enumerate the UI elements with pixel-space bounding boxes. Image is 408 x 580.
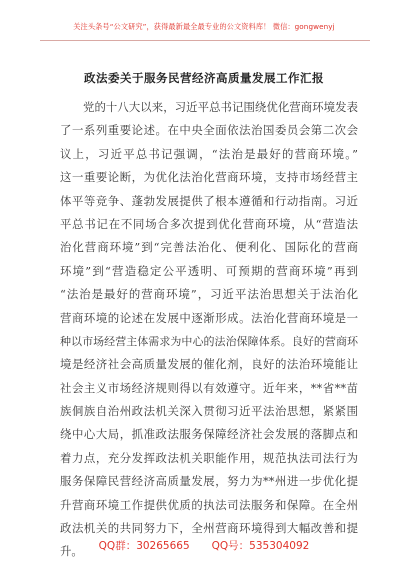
body-line: 族侗族自治州政法机关深入贯彻习近平法治思想，紧紧围	[60, 404, 358, 419]
body-line: 服务保障民营经济高质量发展，努力为**州进一步优化提	[60, 474, 358, 489]
document-title: 政法委关于服务民营经济高质量发展工作汇报	[84, 71, 324, 85]
body-line: 平总书记在不同场合多次提到优化营商环境，从“营造法	[60, 216, 358, 231]
body-line: 社会主义市场经济规则得以有效遵守。近年来，**省**苗	[60, 380, 358, 395]
body-line: 这一重要论断，为优化法治化营商环境，支持市场经营主	[60, 170, 358, 185]
qq-number-label: QQ号：535304092	[211, 540, 310, 552]
document-body	[60, 96, 358, 564]
body-line: 议上，习近平总书记强调，“法治是最好的营商环境。”	[60, 146, 358, 161]
header-banner: 关注头条号“公文研究”，获得最新最全最专业的公文资料库！ 微信：gongwenyj	[73, 22, 335, 31]
header-divider	[40, 40, 370, 41]
body-line: 治化营商环境”到“完善法治化、便利化、国际化的营商	[60, 240, 358, 255]
body-line: 升营商环境工作提供优质的执法司法服务和保障。在全州	[60, 497, 358, 512]
body-line: 种以市场经营主体需求为中心的法治保障体系。良好的营商环	[60, 334, 358, 348]
body-line: 着力点，充分发挥政法机关职能作用，规范执法司法行为	[60, 450, 358, 465]
footer-contact	[0, 538, 408, 553]
qq-group-label: QQ群：30265665	[98, 540, 190, 552]
body-line: 党的十八大以来，习近平总书记围绕优化营商环境发表	[83, 100, 358, 114]
body-line: 营商环境的论述在发展中逐渐形成。法治化营商环境是一	[60, 310, 358, 325]
body-line: 政法机关的共同努力下，全州营商环境得到大幅改善和提	[60, 521, 358, 536]
body-line: 了一系列重要论述。在中央全面依法治国委员会第二次会	[60, 123, 358, 138]
body-line: 绕中心大局，抓准政法服务保障经济社会发展的落脚点和	[60, 427, 358, 442]
body-line: “法治是最好的营商环境”，习近平法治思想关于法治化	[60, 287, 358, 302]
body-line: 境是经济社会高质量发展的催化剂，良好的法治环境能让	[60, 357, 358, 372]
body-line: 体平等竞争、蓬勃发展提供了根本遵循和行动指南。习近	[60, 193, 358, 208]
body-line: 升。	[60, 544, 83, 559]
body-line: 环境”到“营造稳定公平透明、可预期的营商环境”再到	[60, 263, 358, 278]
